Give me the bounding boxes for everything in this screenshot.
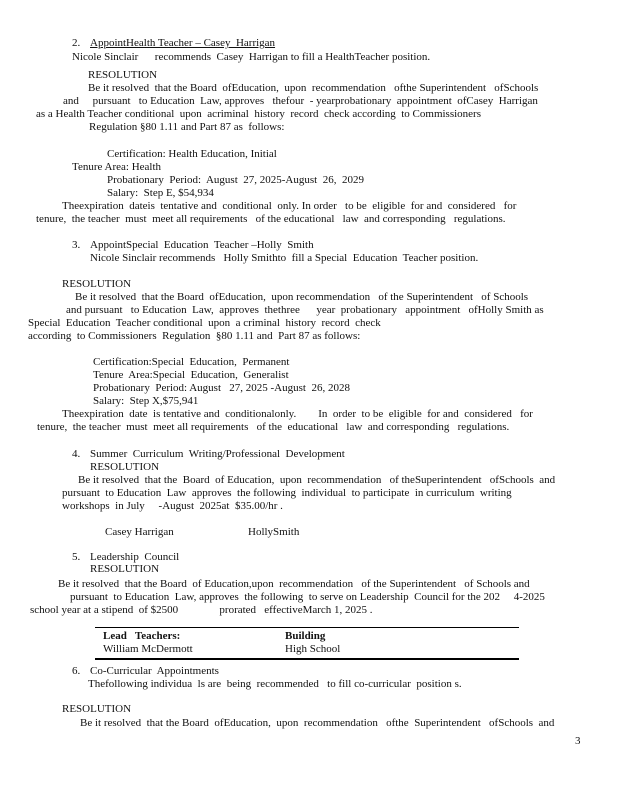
section-2-body-line-1: Be it resolved that the Board ofEducation, upon recommendation ofthe Superintendent ofSchools bbox=[88, 82, 539, 94]
page-number: 3 bbox=[575, 735, 581, 747]
section-2-certification-line: Certification: Health Education, Initial bbox=[107, 148, 277, 160]
section-3-salary-line: Salary: Step X,$75,941 bbox=[93, 395, 199, 407]
section-3-heading bbox=[72, 239, 314, 252]
table-header-row bbox=[95, 630, 519, 643]
section-6-resolution-label: RESOLUTION bbox=[62, 703, 132, 715]
section-2-intro: Nicole Sinclair recommends Casey Harrigan to fill a HealthTeacher position. bbox=[72, 51, 431, 63]
section-6-heading bbox=[72, 665, 219, 678]
table-cell-building: High School bbox=[285, 643, 341, 655]
section-2-body-line-2: and pursuant to Education Law, approves thefour - yearprobationary appointment ofCasey Harrigan bbox=[63, 95, 538, 107]
section-3-certification-line: Certification:Special Education, Permanent bbox=[93, 356, 290, 368]
section-4-number: 4. bbox=[72, 448, 81, 460]
section-2-number: 2. bbox=[72, 37, 81, 49]
section-4-body-line-2: pursuant to Education Law approves the following individual to participate in curriculum writing bbox=[62, 487, 512, 499]
section-3-probationary-period-line: Probationary Period: August 27, 2025 -August 26, 2028 bbox=[93, 382, 350, 394]
section-3-number: 3. bbox=[72, 239, 81, 251]
section-2-tenure-note-line-1: Theexpiration dateis tentative and conditional only. In order to be eligible for and considered for bbox=[62, 200, 517, 212]
section-2-salary-line: Salary: Step E, $54,934 bbox=[107, 187, 214, 199]
table-header-lead-teachers: Lead Teachers: bbox=[103, 630, 181, 642]
section-4-participant-1: Casey Harrigan bbox=[105, 526, 174, 538]
section-6-intro: Thefollowing individua ls are being recommended to fill co-curricular position s. bbox=[88, 678, 462, 690]
leadership-council-table bbox=[95, 627, 519, 660]
section-3-body-line-1: Be it resolved that the Board ofEducation, upon recommendation of the Superintendent of Schools bbox=[75, 291, 529, 303]
section-4-participant-2: HollySmith bbox=[248, 526, 300, 538]
section-5-body-line-1: Be it resolved that the Board of Education,upon recommendation of the Superintendent of Schools and bbox=[58, 578, 530, 590]
section-2-tenure-area-line: Tenure Area: Health bbox=[72, 161, 162, 173]
section-2-body-line-4: Regulation §80 1.11 and Part 87 as follows: bbox=[89, 121, 285, 133]
section-4-resolution-label: RESOLUTION bbox=[90, 461, 160, 473]
section-2-body-line-3: as a Health Teacher conditional upon acriminal history record check according to Commissioners bbox=[36, 108, 482, 120]
section-3-intro: Nicole Sinclair recommends Holly Smithto fill a Special Education Teacher position. bbox=[90, 252, 479, 264]
section-2-tenure-note-line-2: tenure, the teacher must meet all requirements of the educational law and corresponding regulations. bbox=[36, 213, 506, 225]
section-2-title: AppointHealth Teacher – Casey Harrigan bbox=[90, 37, 276, 49]
section-2-resolution-label: RESOLUTION bbox=[88, 69, 158, 81]
section-3-resolution-label: RESOLUTION bbox=[62, 278, 132, 290]
section-4-body-line-3: workshops in July -August 2025at $35.00/hr . bbox=[62, 500, 283, 512]
section-4-body-line-1: Be it resolved that the Board of Education, upon recommendation of theSuperintendent ofSchools and bbox=[78, 474, 556, 486]
section-6-number: 6. bbox=[72, 665, 81, 677]
section-4-title: Summer Curriculum Writing/Professional Development bbox=[90, 448, 345, 460]
section-3-tenure-note-line-1: Theexpiration date is tentative and conditionalonly. In order to be eligible for and considered for bbox=[62, 408, 533, 420]
section-5-body-line-3: school year at a stipend of $2500 prorated effectiveMarch 1, 2025 . bbox=[30, 604, 373, 616]
table-row bbox=[95, 643, 519, 656]
section-3-tenure-note-line-2: tenure, the teacher must meet all requirements of the educational law and corresponding regulations. bbox=[37, 421, 510, 433]
section-3-body-line-4: according to Commissioners Regulation §80 1.11 and Part 87 as follows: bbox=[28, 330, 361, 342]
table-cell-teacher-name: William McDermott bbox=[103, 643, 193, 655]
section-3-tenure-area-line: Tenure Area:Special Education, Generalist bbox=[93, 369, 289, 381]
section-5-number: 5. bbox=[72, 551, 81, 563]
section-2-probationary-period-line: Probationary Period: August 27, 2025-August 26, 2029 bbox=[107, 174, 364, 186]
section-5-resolution-label: RESOLUTION bbox=[90, 563, 160, 575]
section-3-title: AppointSpecial Education Teacher –Holly Smith bbox=[90, 239, 314, 251]
section-4-heading bbox=[72, 448, 345, 461]
section-5-title: Leadership Council bbox=[90, 551, 180, 563]
table-header-building: Building bbox=[285, 630, 326, 642]
section-5-body-line-2: pursuant to Education Law, approves the following to serve on Leadership Council for the 202 4-2025 bbox=[70, 591, 545, 603]
section-6-title: Co-Curricular Appointments bbox=[90, 665, 219, 677]
section-2-heading bbox=[72, 37, 275, 50]
section-3-body-line-2: and pursuant to Education Law, approves thethree year probationary appointment ofHolly Smith as bbox=[66, 304, 544, 316]
section-6-body-line-1: Be it resolved that the Board ofEducation, upon recommendation ofthe Superintendent ofSchools and bbox=[80, 717, 555, 729]
section-3-body-line-3: Special Education Teacher conditional upon a criminal history record check bbox=[28, 317, 381, 329]
